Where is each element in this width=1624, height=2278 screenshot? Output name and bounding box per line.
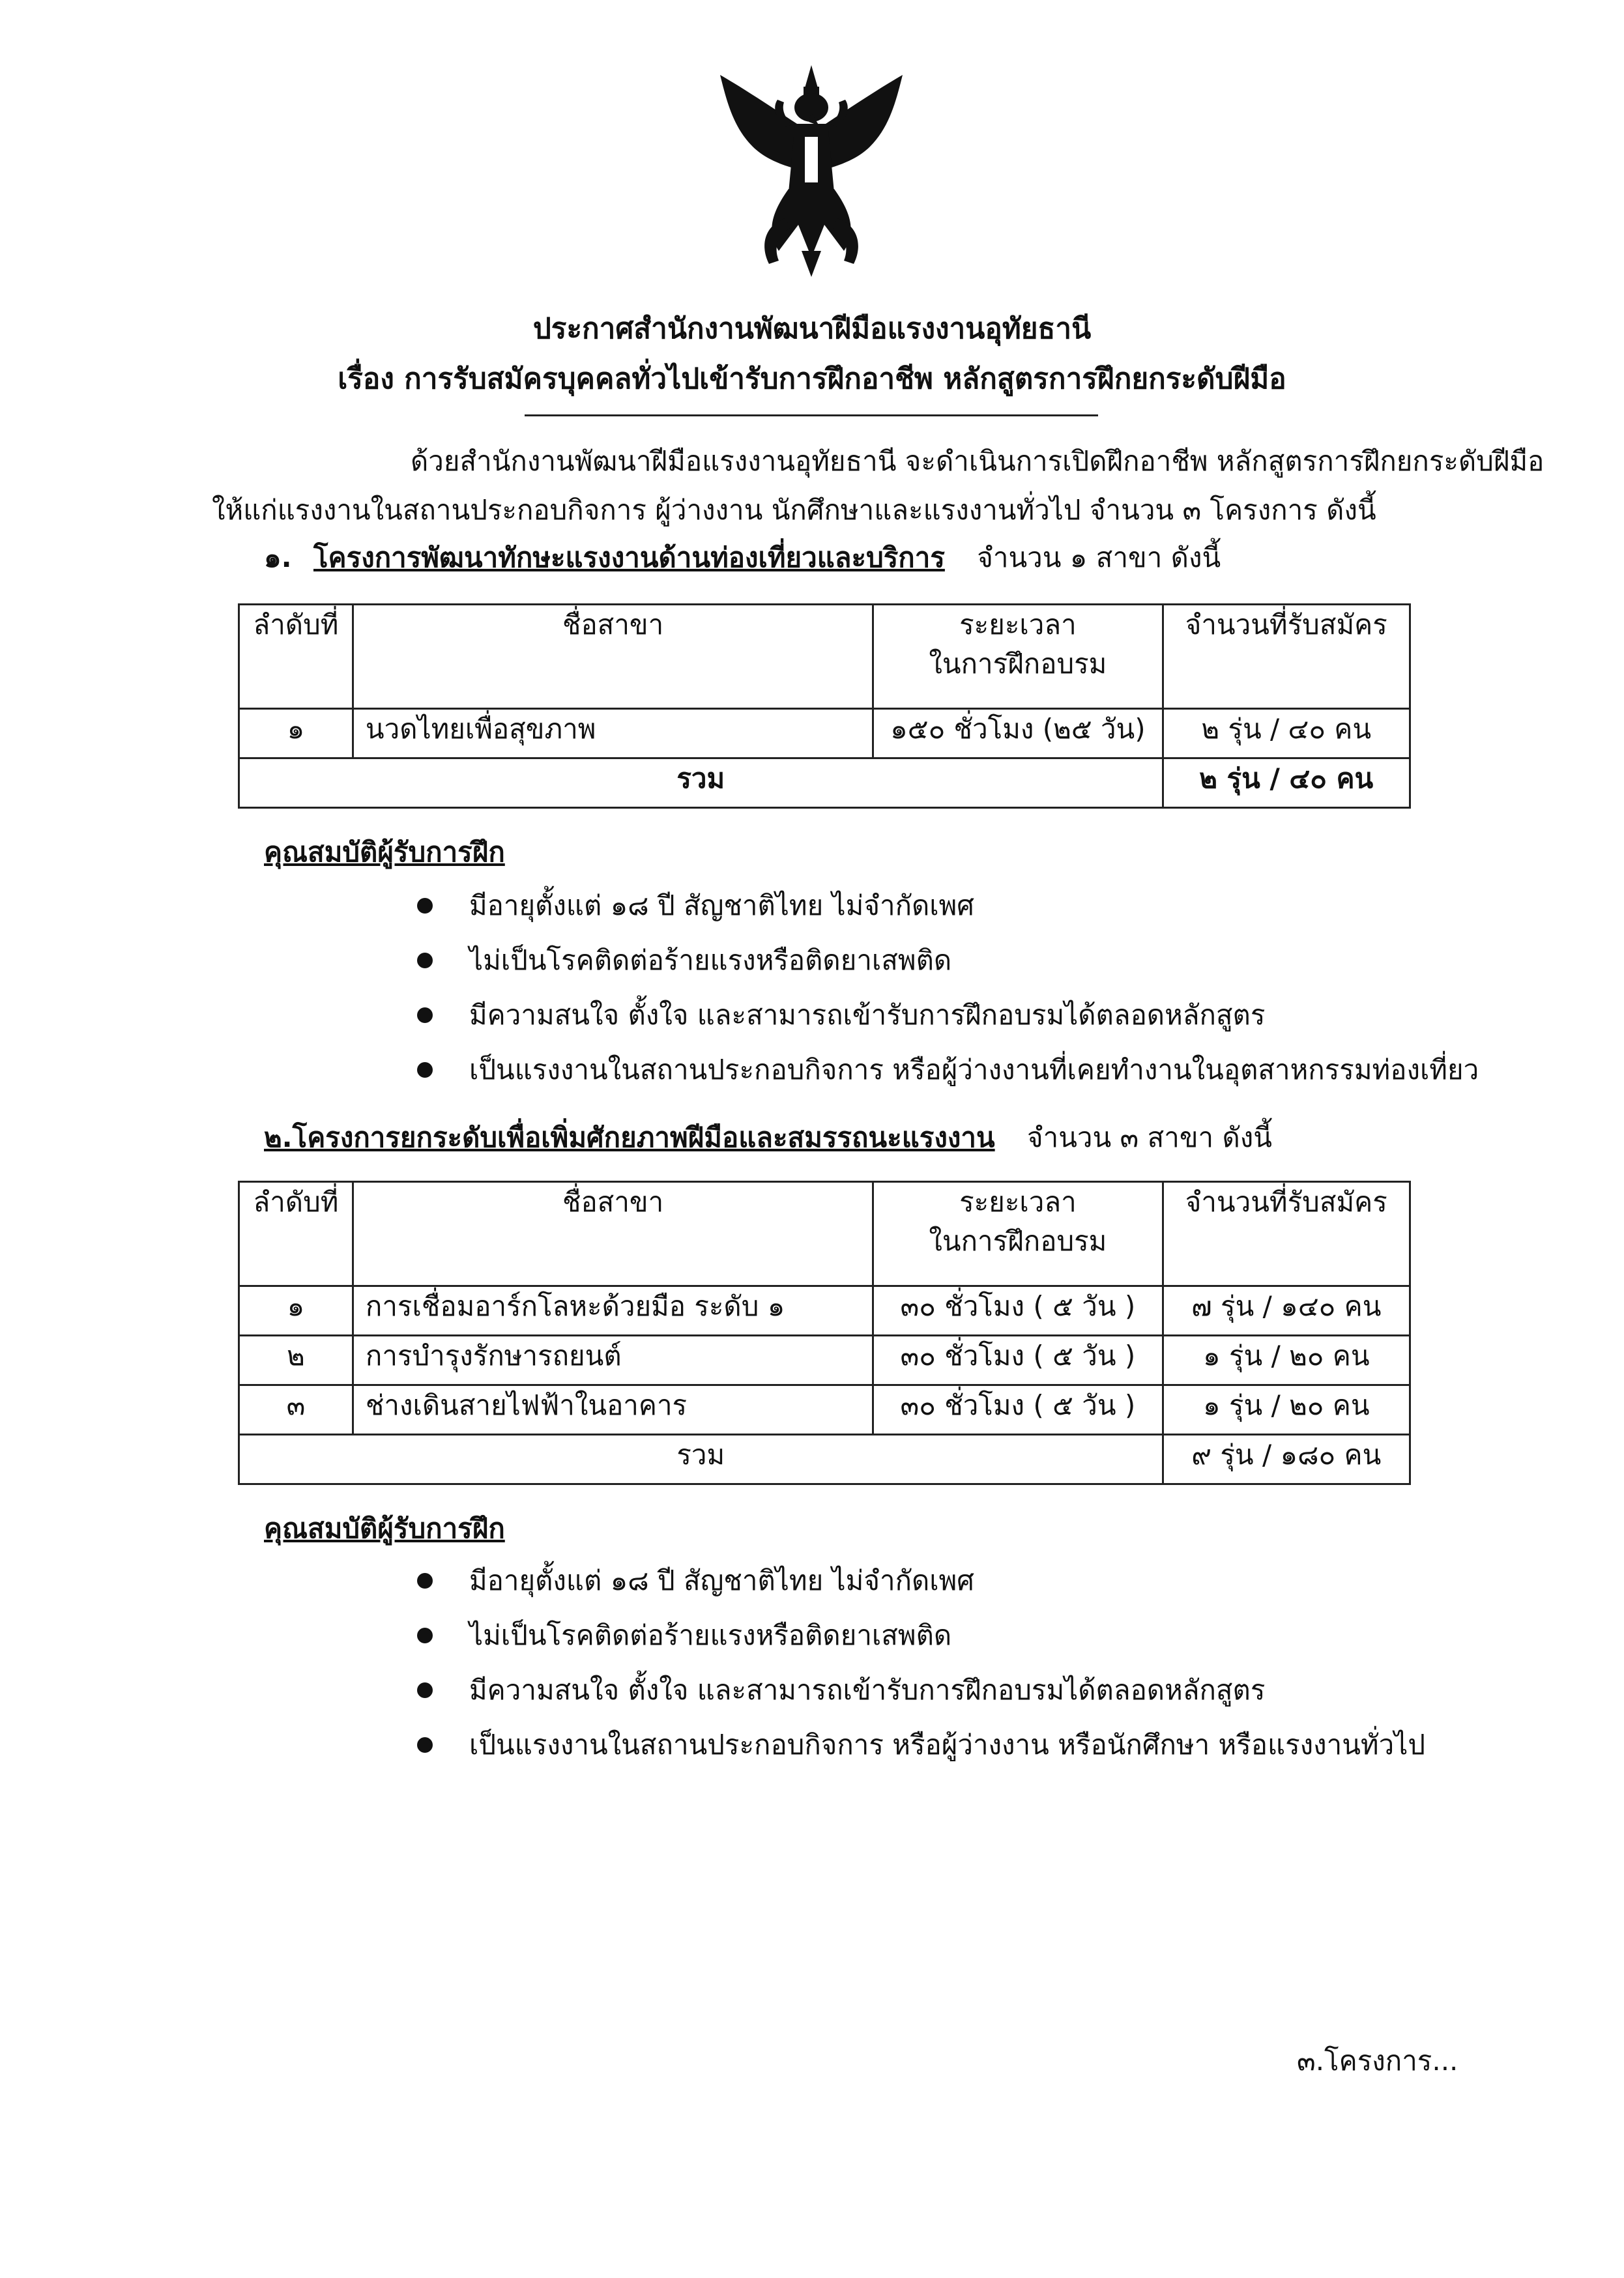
project1-count: จำนวน ๑ สาขา ดังนี้ — [977, 541, 1221, 573]
project2-heading — [264, 1119, 1272, 1156]
header-no: ลำดับที่ — [239, 1182, 353, 1286]
project1-number: ๑. — [264, 541, 292, 573]
total-value: ๙ รุ่น / ๑๘๐ คน — [1163, 1435, 1410, 1484]
total-label: รวม — [239, 758, 1163, 808]
total-value: ๒ รุ่น / ๔๐ คน — [1163, 758, 1410, 808]
row-quota: ๒ รุ่น / ๔๐ คน — [1163, 709, 1410, 758]
title-divider — [525, 414, 1098, 416]
list-item-text: มีความสนใจ ตั้งใจ และสามารถเข้ารับการฝึกอบรมได้ตลอดหลักสูตร — [469, 1674, 1266, 1706]
list-item-text: มีความสนใจ ตั้งใจ และสามารถเข้ารับการฝึกอบรมได้ตลอดหลักสูตร — [469, 999, 1266, 1031]
header-duration — [873, 1182, 1163, 1286]
table-row — [239, 1385, 1410, 1435]
list-item — [417, 1672, 1425, 1727]
row-no: ๑ — [239, 709, 353, 758]
qualifications2-title: คุณสมบัติผู้รับการฝึก — [264, 1512, 505, 1544]
garuda-emblem-icon — [714, 62, 909, 277]
announcement-title: ประกาศสำนักงานพัฒนาฝีมือแรงงานอุทัยธานี — [532, 312, 1092, 345]
table-header-row — [239, 1182, 1410, 1286]
row-duration: ๓๐ ชั่วโมง ( ๕ วัน ) — [873, 1286, 1163, 1336]
list-item — [417, 1727, 1425, 1781]
bullet-icon — [417, 898, 433, 914]
bullet-icon — [417, 1573, 433, 1589]
list-item — [417, 887, 1479, 942]
row-name: การเชื่อมอาร์กโลหะด้วยมือ ระดับ ๑ — [353, 1286, 873, 1336]
next-page-indicator: ๓.โครงการ... — [1297, 2045, 1458, 2077]
header-quota: จำนวนที่รับสมัคร — [1163, 1182, 1410, 1286]
header-duration-line2: ในการฝึกอบรม — [929, 648, 1107, 680]
row-name: นวดไทยเพื่อสุขภาพ — [353, 709, 873, 758]
list-item-text: เป็นแรงงานในสถานประกอบกิจการ หรือผู้ว่างงานที่เคยทำงานในอุตสาหกรรมท่องเที่ยว — [469, 1054, 1479, 1086]
project1-title: โครงการพัฒนาทักษะแรงงานด้านท่องเที่ยวและบริการ — [313, 541, 945, 573]
row-quota: ๑ รุ่น / ๒๐ คน — [1163, 1385, 1410, 1435]
table-row — [239, 1336, 1410, 1385]
bullet-icon — [417, 1628, 433, 1643]
list-item-text: มีอายุตั้งแต่ ๑๘ ปี สัญชาติไทย ไม่จำกัดเพศ — [469, 1564, 974, 1596]
project1-heading — [264, 540, 1221, 576]
header-name: ชื่อสาขา — [353, 1182, 873, 1286]
header-duration — [873, 605, 1163, 709]
table-row — [239, 1286, 1410, 1336]
row-quota: ๑ รุ่น / ๒๐ คน — [1163, 1336, 1410, 1385]
row-no: ๓ — [239, 1385, 353, 1435]
row-no: ๒ — [239, 1336, 353, 1385]
row-duration: ๑๕๐ ชั่วโมง (๒๕ วัน) — [873, 709, 1163, 758]
list-item — [417, 1563, 1425, 1617]
header-no: ลำดับที่ — [239, 605, 353, 709]
row-name: ช่างเดินสายไฟฟ้าในอาคาร — [353, 1385, 873, 1435]
project2-title: ๒.โครงการยกระดับเพื่อเพิ่มศักยภาพฝีมือและสมรรถนะแรงงาน — [264, 1121, 995, 1153]
qualifications1-title: คุณสมบัติผู้รับการฝึก — [264, 836, 505, 868]
qualifications1-list — [417, 887, 1479, 1106]
row-duration: ๓๐ ชั่วโมง ( ๕ วัน ) — [873, 1385, 1163, 1435]
list-item-text: เป็นแรงงานในสถานประกอบกิจการ หรือผู้ว่างงาน หรือนักศึกษา หรือแรงงานทั่วไป — [469, 1729, 1425, 1761]
header-name: ชื่อสาขา — [353, 605, 873, 709]
bullet-icon — [417, 1062, 433, 1078]
announcement-subject: เรื่อง การรับสมัครบุคคลทั่วไปเข้ารับการฝึกอาชีพ หลักสูตรการฝึกยกระดับฝีมือ — [338, 362, 1286, 396]
bullet-icon — [417, 1682, 433, 1698]
list-item-text: ไม่เป็นโรคติดต่อร้ายแรงหรือติดยาเสพติด — [469, 1619, 952, 1651]
list-item-text: มีอายุตั้งแต่ ๑๘ ปี สัญชาติไทย ไม่จำกัดเพศ — [469, 889, 974, 921]
header-duration-line1: ระยะเวลา — [959, 1186, 1077, 1218]
header-duration-line2: ในการฝึกอบรม — [929, 1225, 1107, 1257]
list-item — [417, 1052, 1479, 1106]
total-label: รวม — [239, 1435, 1163, 1484]
intro-line-1: ด้วยสำนักงานพัฒนาฝีมือแรงงานอุทัยธานี จะดำเนินการเปิดฝึกอาชีพ หลักสูตรการฝึกยกระดับฝีมือ — [411, 445, 1544, 477]
table-total-row — [239, 758, 1410, 808]
list-item — [417, 1617, 1425, 1672]
table-header-row — [239, 605, 1410, 709]
row-name: การบำรุงรักษารถยนต์ — [353, 1336, 873, 1385]
header-duration-line1: ระยะเวลา — [959, 609, 1077, 641]
project2-count: จำนวน ๓ สาขา ดังนี้ — [1027, 1121, 1272, 1153]
list-item — [417, 997, 1479, 1052]
project1-table — [238, 603, 1411, 809]
header-quota: จำนวนที่รับสมัคร — [1163, 605, 1410, 709]
table-total-row — [239, 1435, 1410, 1484]
intro-line-2: ให้แก่แรงงานในสถานประกอบกิจการ ผู้ว่างงาน นักศึกษาและแรงงานทั่วไป จำนวน ๓ โครงการ ดังนี้ — [212, 494, 1376, 526]
list-item — [417, 942, 1479, 997]
list-item-text: ไม่เป็นโรคติดต่อร้ายแรงหรือติดยาเสพติด — [469, 944, 952, 976]
bullet-icon — [417, 1007, 433, 1023]
qualifications2-list — [417, 1563, 1425, 1781]
bullet-icon — [417, 953, 433, 968]
bullet-icon — [417, 1737, 433, 1753]
project2-table — [238, 1181, 1411, 1485]
row-duration: ๓๐ ชั่วโมง ( ๕ วัน ) — [873, 1336, 1163, 1385]
row-quota: ๗ รุ่น / ๑๔๐ คน — [1163, 1286, 1410, 1336]
row-no: ๑ — [239, 1286, 353, 1336]
table-row — [239, 709, 1410, 758]
